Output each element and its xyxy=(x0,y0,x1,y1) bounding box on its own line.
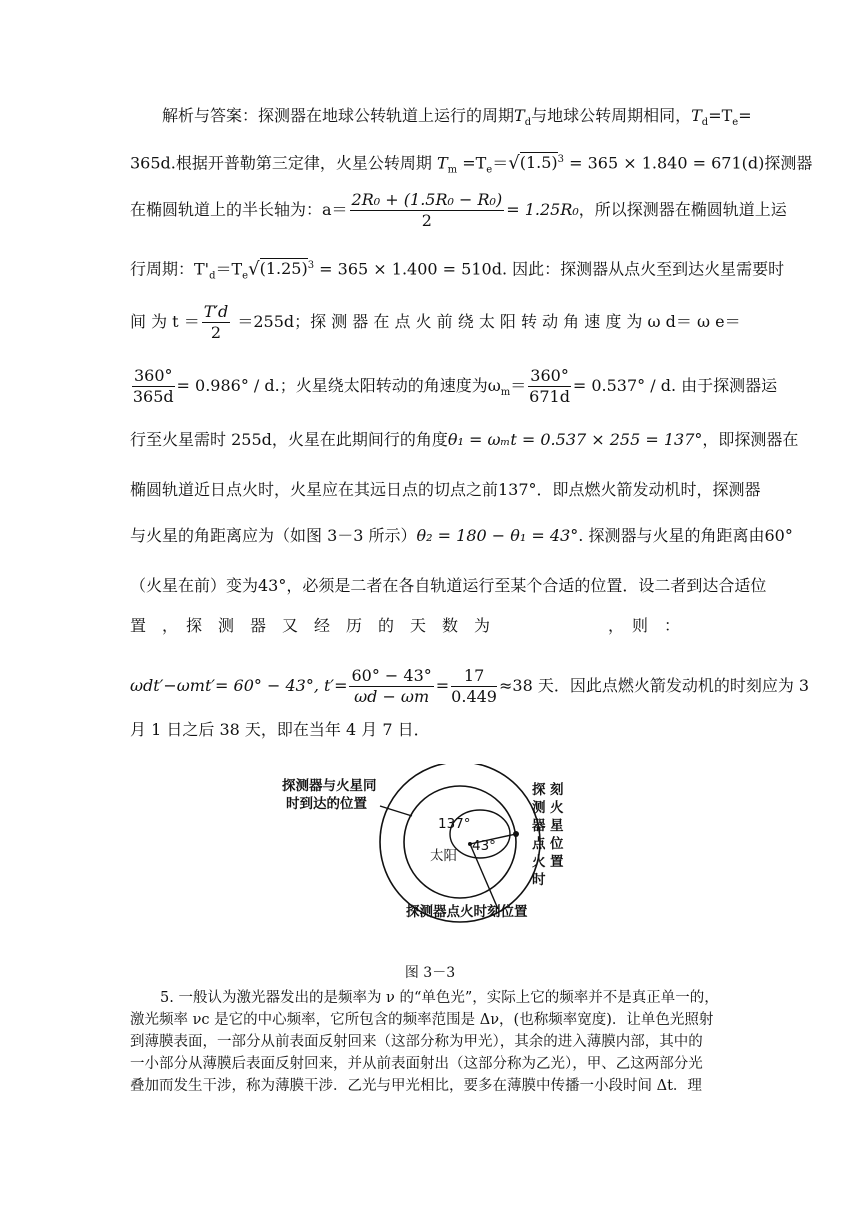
text: 行至火星需时 255d，火星在此期间行的角度 xyxy=(130,430,448,449)
char: 时 xyxy=(532,872,546,888)
para1-line1: 解析与答案：探测器在地球公转轨道上运行的周期$T_d$与地球公转周期相同，$T_d=T_e=$ xyxy=(162,106,752,129)
text: 与火星的角距离应为（如图 3－3 所示） xyxy=(130,526,417,545)
text: 0.449 xyxy=(451,687,497,706)
label-bottom: 探测器点火时刻位置 xyxy=(406,904,528,920)
text: (1.25) xyxy=(259,259,308,279)
char: 火 xyxy=(550,800,564,816)
para2-line4: 一小部分从薄膜后表面反射回来，并从前表面射出（这部分称为乙光），甲、乙这两部分光 xyxy=(130,1056,703,1072)
fraction xyxy=(132,366,175,407)
text: =T xyxy=(462,153,487,173)
label-137: 137° xyxy=(438,816,471,832)
char: 刻 xyxy=(550,782,564,798)
para2-line3: 到薄膜表面，一部分从前表面反射回来（这部分称为甲光），其余的进入薄膜内部，其中的 xyxy=(130,1034,703,1050)
text: = xyxy=(738,106,752,125)
probe-point xyxy=(513,831,519,837)
char: 测 xyxy=(532,800,546,816)
text: T′d xyxy=(203,302,229,321)
text: 2R₀ + (1.5R₀ − R₀) xyxy=(351,190,503,209)
text: ，即探测器在 xyxy=(702,430,799,449)
para1-line6 xyxy=(130,366,778,407)
text: 17 xyxy=(451,666,497,687)
text: ＝ xyxy=(510,376,527,395)
text: = xyxy=(435,676,450,695)
text: T xyxy=(436,153,448,173)
char: 探 xyxy=(532,782,546,798)
text: 行周期：T' xyxy=(130,259,210,279)
text: ＝T xyxy=(215,259,243,279)
text: 3 xyxy=(557,154,565,165)
para1-line5 xyxy=(130,302,741,343)
text: = 365 × 1.840 = 671(d) xyxy=(569,153,765,173)
fraction xyxy=(349,666,433,707)
text: 60° − 43° xyxy=(351,666,432,685)
text: . 由于探测器运 xyxy=(670,376,778,395)
text: 椭圆轨道近日点火时，火星应在其远日点的切点之前137°．即点燃火箭发动机时，探测器 xyxy=(130,480,761,499)
text: = 365 × 1.400 = 510d xyxy=(319,259,502,279)
para1-line13 xyxy=(130,718,730,742)
text: θ₂ = 180 − θ₁ = 43° xyxy=(416,526,579,545)
text: 在椭圆轨道上的半长轴为：a＝ xyxy=(130,200,348,219)
text: 与地球公转周期相同， xyxy=(531,106,692,125)
label-right-col1 xyxy=(531,781,546,888)
label-right-col2 xyxy=(549,781,564,870)
text: m xyxy=(500,387,511,399)
para1-line8 xyxy=(130,478,761,502)
text: ， 则 ： xyxy=(608,616,681,635)
para1-line11 xyxy=(130,614,730,638)
fraction xyxy=(350,190,505,231)
label-43: 43° xyxy=(472,838,496,854)
text: = 1.25R₀ xyxy=(506,200,579,219)
text: ；火星绕太阳转动的角速度为ω xyxy=(279,376,501,395)
label-top-left-2: 时到达的位置 xyxy=(286,796,367,812)
para1-line3 xyxy=(130,190,787,231)
text: T xyxy=(691,106,702,125)
text: θ₁ = ωₘt = 0.537 × 255 = 137° xyxy=(447,430,703,449)
char: 位 xyxy=(550,836,564,852)
label-top-left-1: 探测器与火星同 xyxy=(282,778,377,794)
text: ωdt′−ωmt′= 60° − 43°, t′= xyxy=(130,676,348,695)
text: 探测器 xyxy=(764,153,813,173)
text: 解析与答案：探测器在地球公转轨道上运行的周期 xyxy=(162,106,515,125)
para1-line9 xyxy=(130,524,793,548)
text: 360° xyxy=(530,366,569,385)
text: ＝255d；探 测 器 在 点 火 前 绕 太 阳 转 动 角 速 度 为 ω d＝ ω e＝ xyxy=(237,312,741,331)
label-sun: 太阳 xyxy=(430,848,457,864)
fraction xyxy=(451,666,497,707)
text: =T xyxy=(708,106,733,125)
para1-line10 xyxy=(130,574,767,598)
char: 火 xyxy=(532,854,546,870)
char: 点 xyxy=(532,836,546,852)
char: 器 xyxy=(532,818,546,834)
orbit-diagram xyxy=(280,764,580,934)
para1-line2: 365d.根据开普勒第三定律，火星公转周期 $T_m =T_e=√(1.5)^3 = 365 \times 1.840 = 671(d)$探测器 xyxy=(130,152,813,176)
para1-line7 xyxy=(130,428,799,452)
char: 置 xyxy=(550,854,564,870)
para2-line2: 激光频率 νc 是它的中心频率，它所包含的频率范围是 Δν，(也称频率宽度)．让单色光照射 xyxy=(130,1012,714,1028)
text: （火星在前）变为43°，必须是二者在各自轨道运行至某个合适的位置．设二者到达合适位 xyxy=(130,576,767,595)
para2-line5: 叠加而发生干涉，称为薄膜干涉．乙光与甲光相比，要多在薄膜中传播一小段时间 Δt．理 xyxy=(130,1078,702,1094)
text: 365d.根据开普勒第三定律，火星公转周期 xyxy=(130,153,432,173)
char: 星 xyxy=(550,818,564,834)
inner-orbit xyxy=(404,786,516,898)
text: 2 xyxy=(210,323,222,342)
text: ≈38 天．因此点燃火箭发动机的时刻应为 3 xyxy=(498,676,810,695)
text: = 0.986° / d. xyxy=(176,376,280,395)
text: T xyxy=(514,106,525,125)
text: 置 ， 探 测 器 又 经 历 的 天 数 为 xyxy=(130,616,491,635)
text: 360° xyxy=(134,366,173,385)
fraction xyxy=(528,366,571,407)
para2-line1: 5. 一般认为激光器发出的是频率为 ν 的“单色光”，实际上它的频率并不是真正单一的， xyxy=(160,990,719,1006)
text: . 探测器与火星的角距离由60° xyxy=(578,526,793,545)
text: 365d xyxy=(132,387,174,406)
text: 间 为 t ＝ xyxy=(130,312,200,331)
para1-line12 xyxy=(130,666,810,707)
text: 671d xyxy=(529,387,570,406)
text: = 0.537° / d xyxy=(572,376,671,395)
para1-line4: 行周期：$T'_d=T_e√(1.25)^3 = 365 \times 1.400 = 510d$. 因此：探测器从点火至到达火星需要时 xyxy=(130,258,785,282)
text: ，所以探测器在椭圆轨道上运 xyxy=(578,200,787,219)
fraction xyxy=(202,302,231,343)
text: . 因此：探测器从点火至到达火星需要时 xyxy=(501,259,785,279)
text: (1.5) xyxy=(519,153,558,173)
text: ωd − ωm xyxy=(354,687,430,706)
figure-caption: 图 3－3 xyxy=(404,965,456,981)
text: 月 1 日之后 38 天，即在当年 4 月 7 日． xyxy=(130,720,430,739)
text: 2 xyxy=(421,211,432,230)
text: 3 xyxy=(307,260,315,271)
